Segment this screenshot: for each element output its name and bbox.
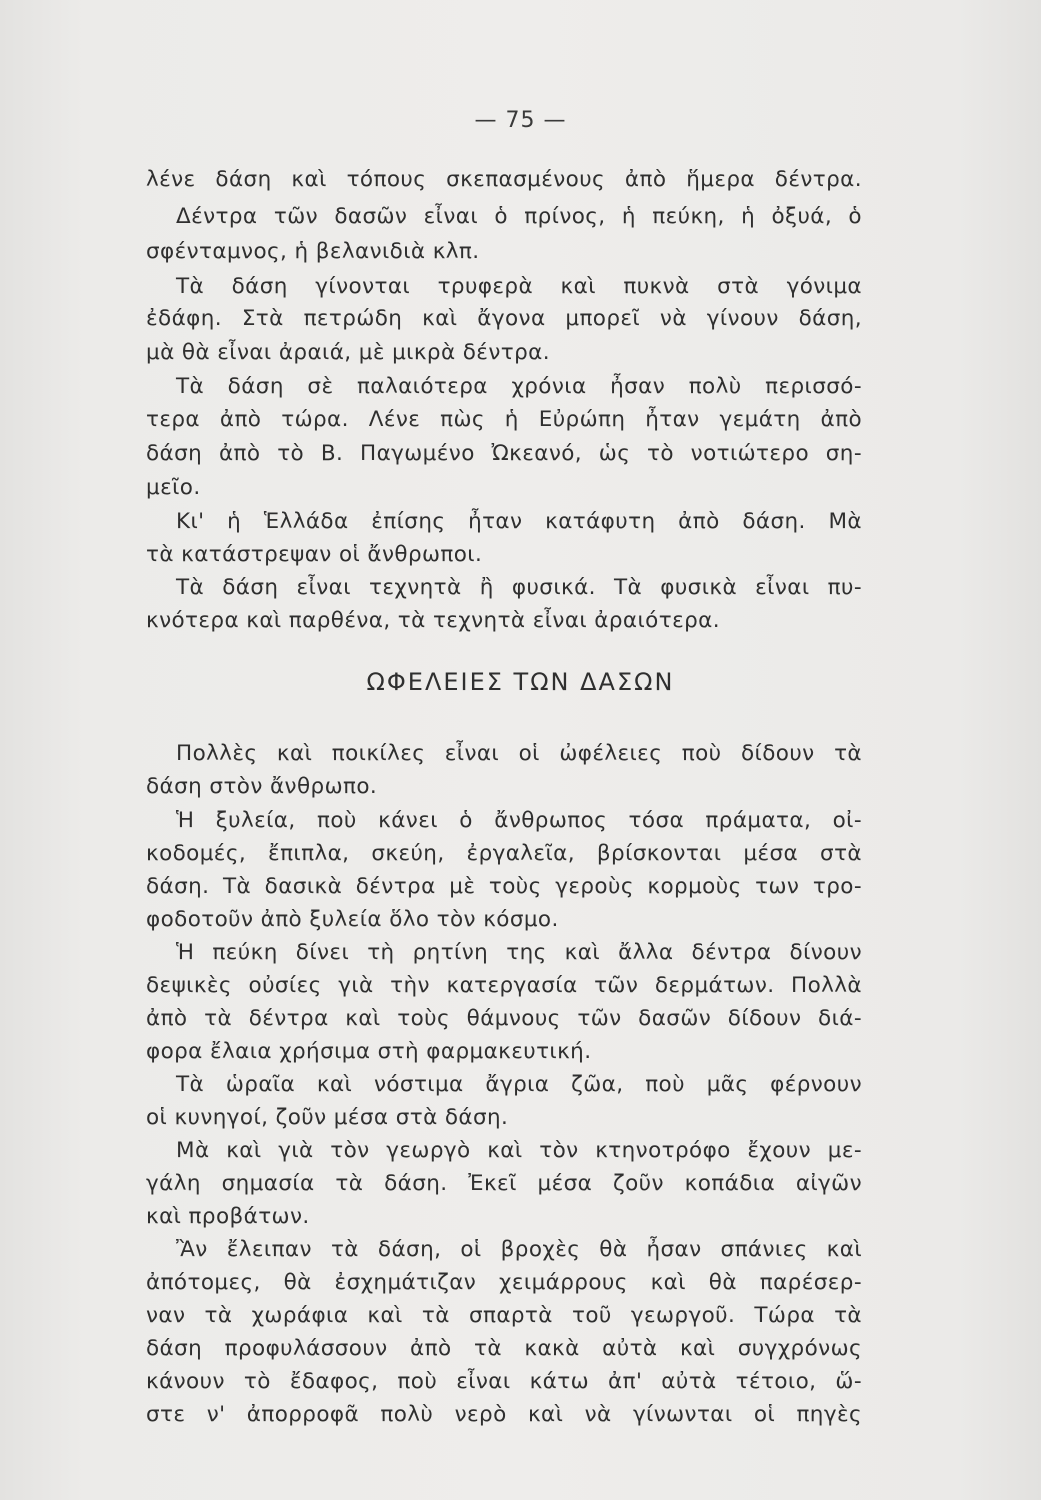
text-line: ἐδάφη. Στὰ πετρώδη καὶ ἄγονα μπορεῖ νὰ γίνουν δάση, [146, 306, 862, 331]
text-line: ναν τὰ χωράφια καὶ τὰ σπαρτὰ τοῦ γεωργοῦ. Τώρα τὰ [146, 1303, 862, 1328]
text-line: οἱ κυνηγοί, ζοῦν μέσα στὰ δάση. [146, 1105, 509, 1130]
text-line: δάση προφυλάσσουν ἀπὸ τὰ κακὰ αὐτὰ καὶ συγχρόνως [146, 1336, 862, 1361]
text-line: καὶ προβάτων. [146, 1204, 310, 1229]
text-line: φορα ἔλαια χρήσιμα στὴ φαρμακευτική. [146, 1039, 592, 1064]
text-line: Πολλὲς καὶ ποικίλες εἶναι οἱ ὠφέλειες ποὺ δίδουν τὰ [176, 741, 862, 766]
text-line: Ἡ ξυλεία, ποὺ κάνει ὁ ἄνθρωπος τόσα πράματα, οἰ- [176, 808, 862, 833]
text-line: κάνουν τὸ ἔδαφος, ποὺ εἶναι κάτω ἀπ' αὐτὰ τέτοιο, ὥ- [146, 1369, 862, 1394]
text-line: Δέντρα τῶν δασῶν εἶναι ὁ πρίνος, ἡ πεύκη, ἡ ὀξυά, ὁ [176, 204, 862, 229]
text-line: Μὰ καὶ γιὰ τὸν γεωργὸ καὶ τὸν κτηνοτρόφο ἔχουν με- [176, 1138, 862, 1163]
text-line: στε ν' ἀπορροφᾶ πολὺ νερὸ καὶ νὰ γίνωνται οἱ πηγὲς [146, 1402, 862, 1427]
text-line: Ἡ πεύκη δίνει τὴ ρητίνη της καὶ ἄλλα δέντρα δίνουν [176, 940, 862, 965]
text-line: Τὰ δάση σὲ παλαιότερα χρόνια ἦσαν πολὺ περισσό- [176, 374, 862, 399]
text-line: Τὰ δάση εἶναι τεχνητὰ ἢ φυσικά. Τὰ φυσικὰ εἶναι πυ- [176, 575, 862, 600]
text-line: μὰ θὰ εἶναι ἀραιά, μὲ μικρὰ δέντρα. [146, 340, 550, 365]
text-line: δάση. Τὰ δασικὰ δέντρα μὲ τοὺς γεροὺς κορμοὺς των τρο- [146, 874, 862, 899]
text-line: μεῖο. [146, 475, 201, 500]
text-line: δεψικὲς οὐσίες γιὰ τὴν κατεργασία τῶν δερμάτων. Πολλὰ [146, 973, 862, 998]
text-line: φοδοτοῦν ἀπὸ ξυλεία ὅλο τὸν κόσμο. [146, 907, 559, 932]
text-line: Κι' ἡ Ἑλλάδα ἐπίσης ἦταν κατάφυτη ἀπὸ δάση. Μὰ [176, 509, 862, 534]
text-line: κνότερα καὶ παρθένα, τὰ τεχνητὰ εἶναι ἀραιότερα. [146, 608, 720, 633]
text-line: γάλη σημασία τὰ δάση. Ἐκεῖ μέσα ζοῦν κοπάδια αἰγῶν [146, 1171, 862, 1196]
text-line: κοδομές, ἔπιπλα, σκεύη, ἐργαλεῖα, βρίσκονται μέσα στὰ [146, 841, 862, 866]
text-line: Τὰ ὡραῖα καὶ νόστιμα ἄγρια ζῶα, ποὺ μᾶς φέρνουν [176, 1072, 862, 1097]
text-line: τερα ἀπὸ τώρα. Λένε πὼς ἡ Εὐρώπη ἦταν γεμάτη ἀπὸ [146, 407, 862, 432]
text-line: δάση στὸν ἄνθρωπο. [146, 774, 378, 799]
text-line: Τὰ δάση γίνονται τρυφερὰ καὶ πυκνὰ στὰ γόνιμα [176, 274, 862, 299]
section-heading: ΩΦΕΛΕΙΕΣ ΤΩΝ ΔΑΣΩΝ [366, 668, 675, 696]
text-line: ἀπότομες, θὰ ἐσχημάτιζαν χειμάρρους καὶ θὰ παρέσερ- [146, 1270, 862, 1295]
text-line: Ἂν ἔλειπαν τὰ δάση, οἱ βροχὲς θὰ ἦσαν σπάνιες καὶ [176, 1237, 862, 1262]
text-line: ἀπὸ τὰ δέντρα καὶ τοὺς θάμνους τῶν δασῶν δίδουν διά- [146, 1006, 862, 1031]
text-line: λένε δάση καὶ τόπους σκεπασμένους ἀπὸ ἥμερα δέντρα. [146, 167, 862, 192]
page-number: — 75 — [474, 108, 567, 133]
text-line: σφένταμνος, ἡ βελανιδιὰ κλπ. [146, 239, 480, 264]
text-line: τὰ κατάστρεψαν οἱ ἄνθρωποι. [146, 542, 483, 567]
text-line: δάση ἀπὸ τὸ Β. Παγωμένο Ὠκεανό, ὡς τὸ νοτιώτερο ση- [146, 441, 862, 466]
